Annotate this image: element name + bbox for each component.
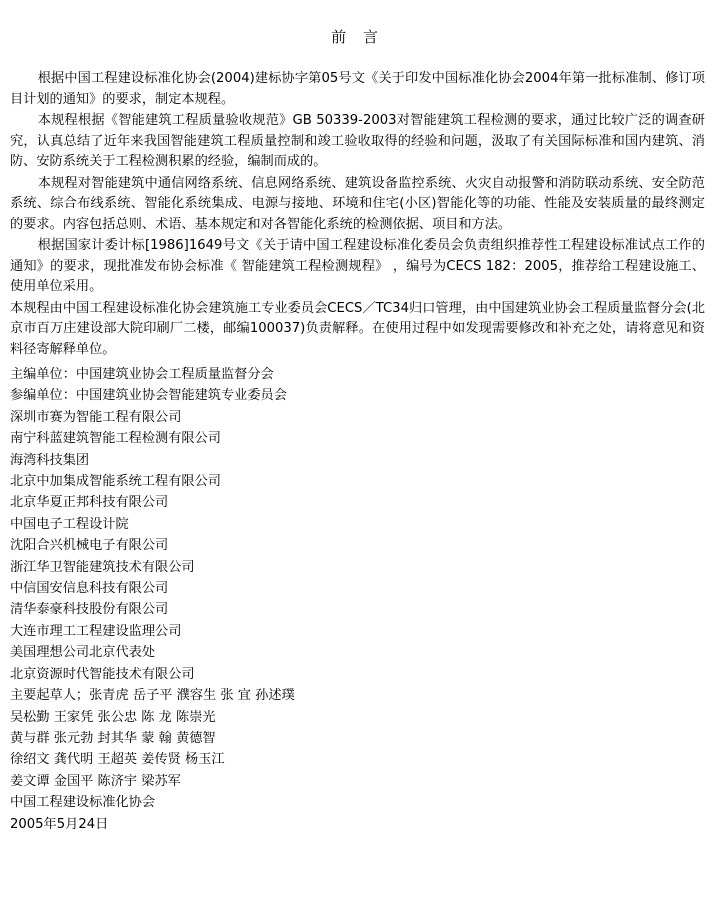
list-item: 深圳市赛为智能工程有限公司 [10,409,182,425]
list-item: 北京中加集成智能系统工程有限公司 [10,474,221,490]
list-item: 北京资源时代智能技术有限公司 [10,666,195,682]
list-item: 北京华夏正邦科技有限公司 [10,495,169,511]
spacer [10,361,705,363]
list-item: 姜文谭 金国平 陈济宇 梁苏军 [10,773,181,789]
list-item: 吴松勤 王家凭 张公忠 陈 龙 陈崇光 [10,709,216,725]
list-item: 浙江华卫智能建筑技术有限公司 [10,559,195,575]
list-item: 中国工程建设标准化协会 [10,795,156,811]
list-item: 海湾科技集团 [10,452,90,468]
credits-list [10,364,705,835]
list-item: 2005年5月24日 [10,816,109,832]
page-title: 前 言 [331,28,384,46]
paragraph-interpretation-unit: 本规程由中国工程建设标准化协会建筑施工专业委员会CECS／TC34归口管理，由中国建筑业协会工程质量监督分会(北京市百万庄建设部大院印刷厂二楼，邮编100037)负责解释。在使用过程中如发现需要修改和补充之处，请将意见和资料径寄解释单位。 [10,300,705,357]
paragraph: 本规程对智能建筑中通信网络系统、信息网络系统、建筑设备监控系统、火灾自动报警和消防联动系统、安全防范系统、综合布线系统、智能化系统集成、电源与接地、环境和住宅(小区)智能化等的功能、性能及安装质量的最终测定的要求。内容包括总则、术语、基本规定和对各智能化系统的检测依据、项目和方法。 [10,175,705,232]
list-item: 南宁科蓝建筑智能工程检测有限公司 [10,431,221,447]
list-item: 美国理想公司北京代表处 [10,645,156,661]
paragraph: 根据国家计委计标[1986]1649号文《关于请中国工程建设标准化委员会负责组织推荐性工程建设标准试点工作的通知》的要求，现批准发布协会标准《 智能建筑工程检测规程》 ，编号为CECS 182：2005，推荐给工程建设施工、使用单位采用。 [10,238,705,294]
paragraph: 根据中国工程建设标准化协会(2004)建标协字第05号文《关于印发中国标准化协会2004年第一批标准制、修订项目计划的通知》的要求，制定本规程。 [10,71,705,107]
list-item: 主编单位：中国建筑业协会工程质量监督分会 [10,367,274,382]
list-item: 徐绍文 龚代明 王超英 姜传贤 杨玉江 [10,752,225,768]
list-item: 沈阳合兴机械电子有限公司 [10,538,169,554]
list-item: 黄与群 张元勃 封其华 蒙 翰 黄德智 [10,730,216,746]
list-item: 中国电子工程设计院 [10,516,129,532]
list-item: 参编单位：中国建筑业协会智能建筑专业委员会 [10,388,287,404]
list-item: 中信国安信息科技有限公司 [10,581,169,597]
list-item: 大连市理工工程建设监理公司 [10,623,182,639]
list-item: 主要起草人；张青虎 岳子平 濮容生 张 宜 孙述璞 [10,688,295,704]
list-item: 清华泰豪科技股份有限公司 [10,602,169,618]
paragraph: 本规程根据《智能建筑工程质量验收规范》GB 50339-2003对智能建筑工程检测的要求，通过比较广泛的调查研究，认真总结了近年来我国智能建筑工程质量控制和竣工验收取得的经验和问题，汲取了有关国际标准和国内建筑、消防、安防系统关于工程检测积累的经验，编制而成的。 [10,113,705,169]
